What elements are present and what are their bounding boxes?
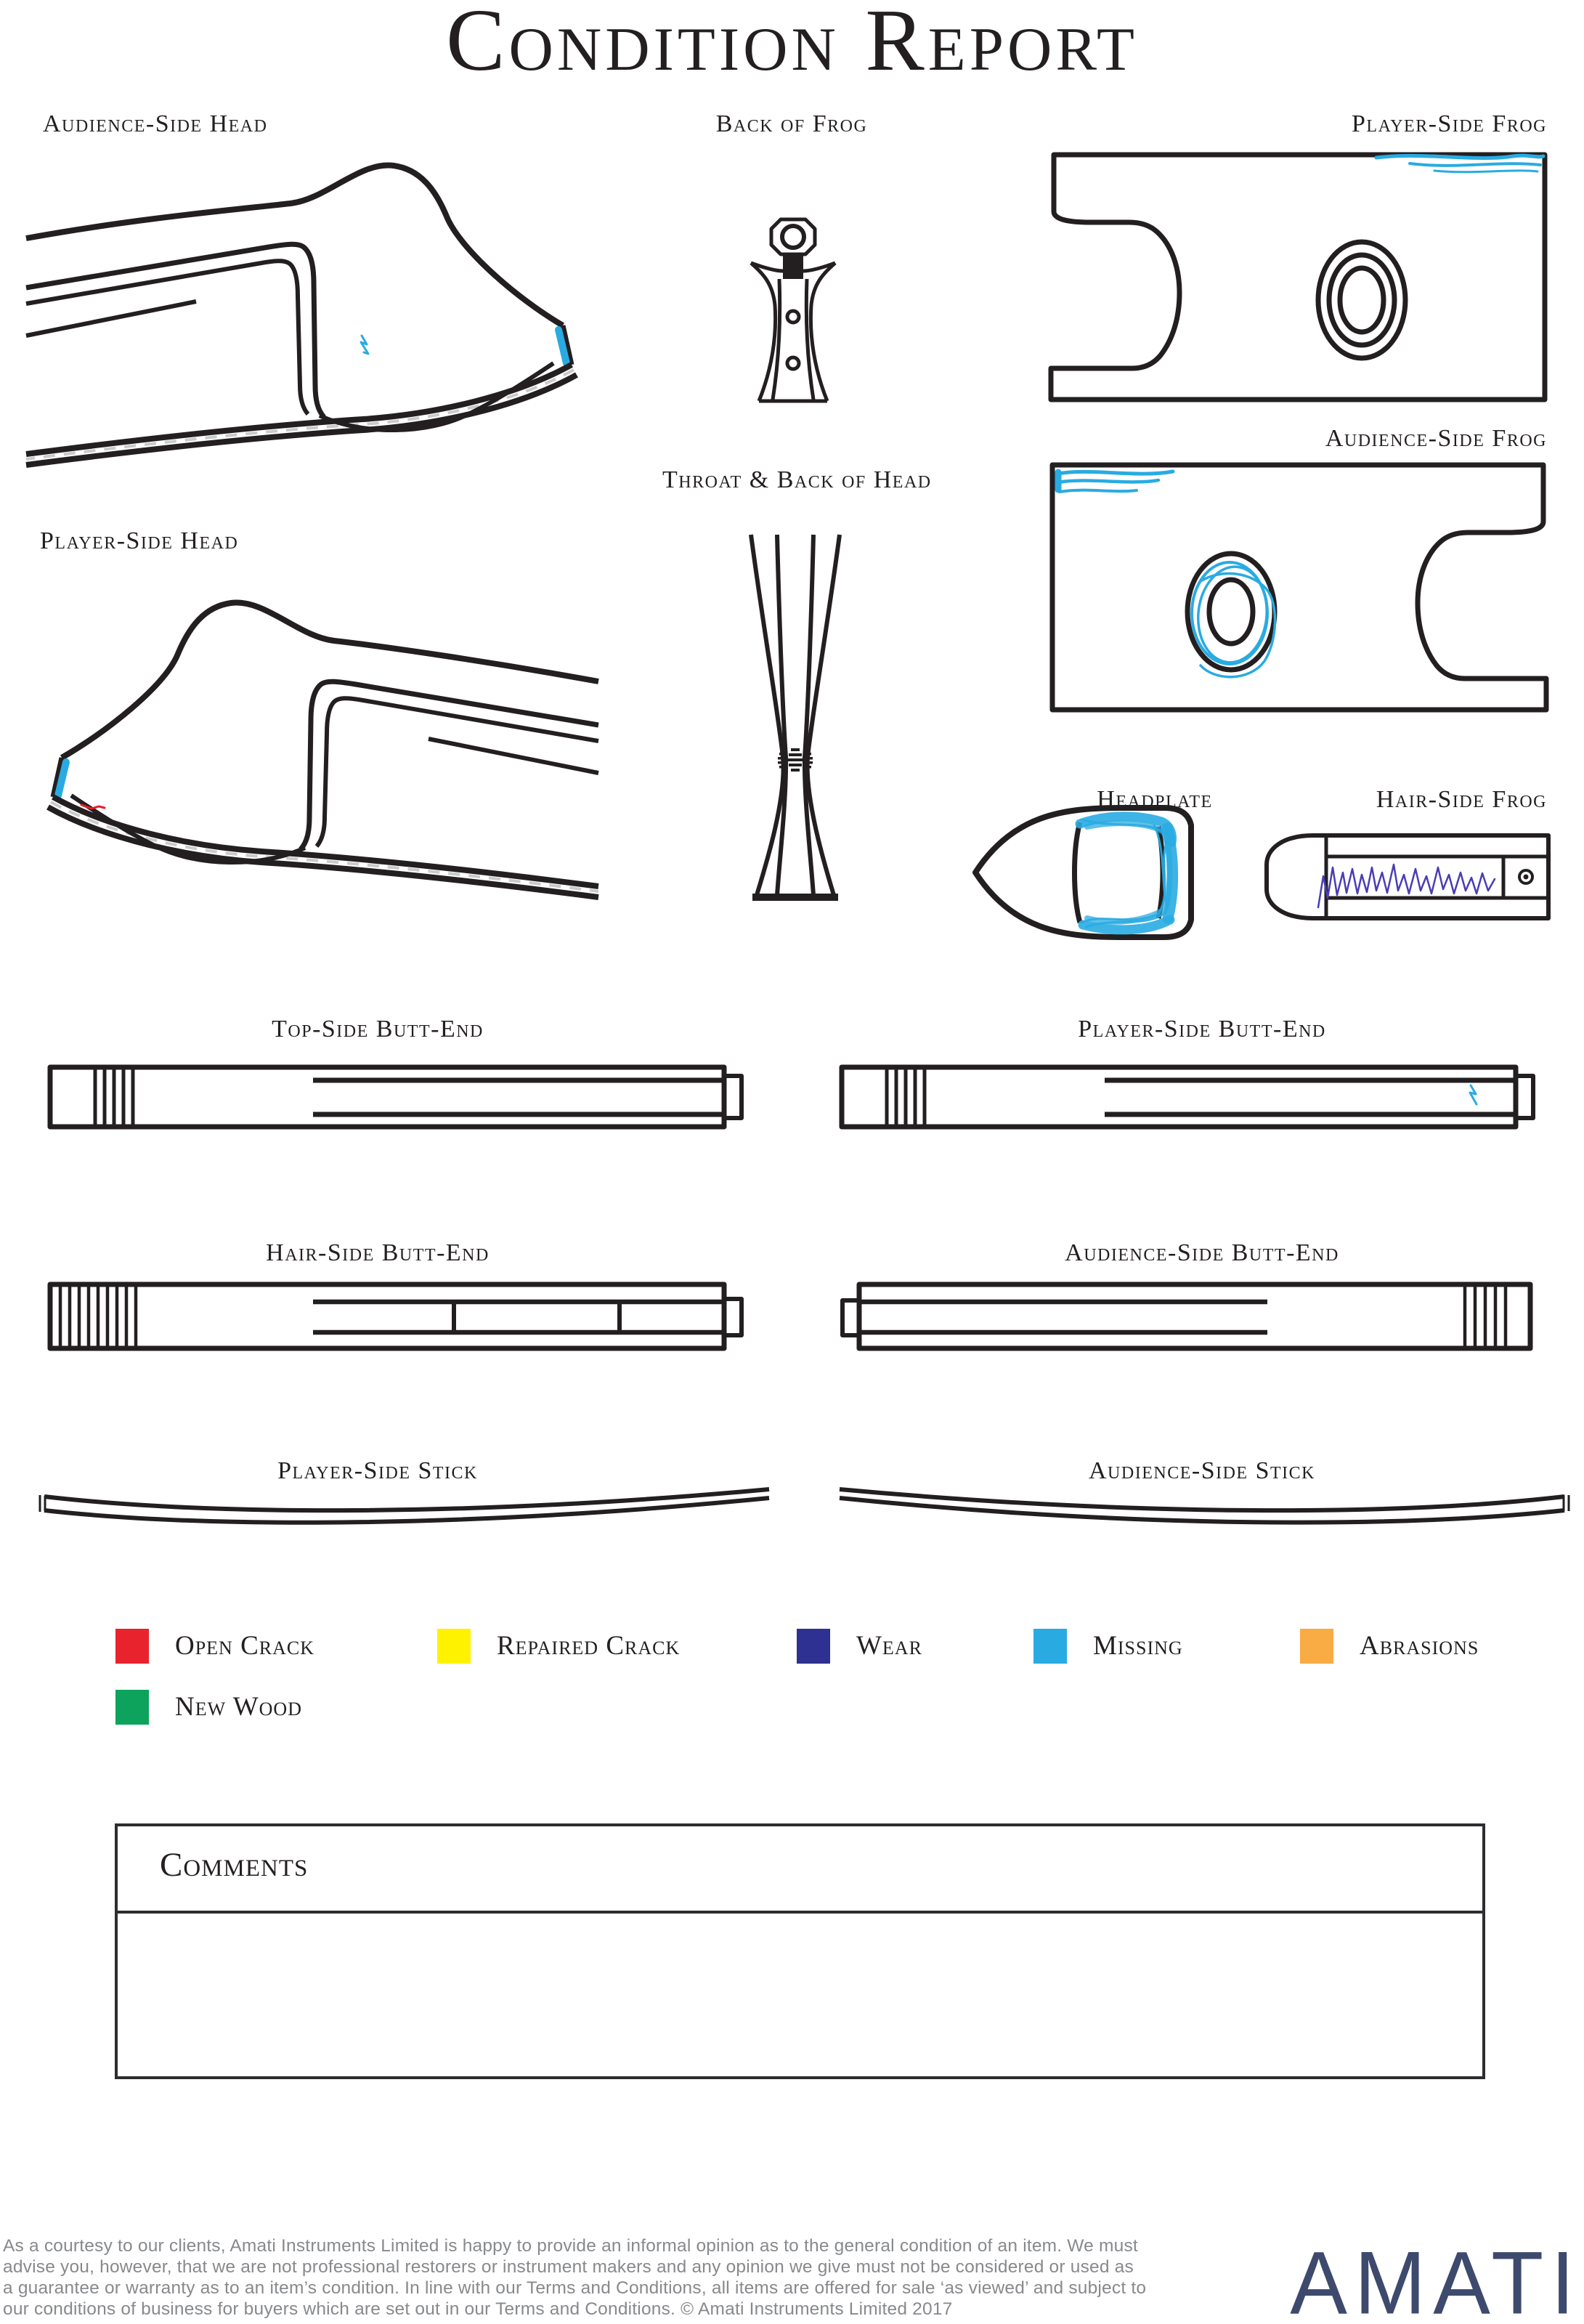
butt-end-tick — [1564, 1495, 1569, 1511]
player-side-stick-drawing — [18, 1486, 773, 1529]
butt-end-tick — [40, 1495, 45, 1512]
legend-item-repaired-crack — [437, 1629, 681, 1664]
open-crack-mark — [81, 805, 105, 809]
legend-label: Missing — [1093, 1631, 1183, 1661]
pin-dot — [1524, 875, 1529, 880]
audience-side-frog-label: Audience-Side Frog — [1325, 425, 1547, 452]
legend-item-abrasions — [1300, 1629, 1479, 1664]
audience-side-butt-end-drawing — [839, 1279, 1536, 1351]
footer-disclaimer-line-4: our conditions of business for buyers which are set out in our Terms and Conditions. © Amati Instruments Limited 2017 — [3, 2299, 953, 2319]
wear-mark-squiggle — [1318, 865, 1495, 907]
page-title: Condition Report — [446, 0, 1138, 89]
stick-outline — [50, 1284, 724, 1348]
frog-outline — [1051, 155, 1545, 400]
legend-label: Wear — [856, 1631, 922, 1661]
hair-side-butt-end-drawing — [47, 1279, 744, 1351]
eye-inner — [1340, 268, 1384, 332]
throat-back-of-head-drawing — [748, 513, 842, 905]
winding-lines — [95, 1067, 133, 1127]
legend-item-missing — [1033, 1629, 1183, 1664]
head-chamfer-line — [429, 739, 598, 773]
legend-label: Open Crack — [175, 1631, 315, 1661]
legend-item-new-wood — [115, 1690, 302, 1725]
amati-logo: AMATI — [1290, 2233, 1582, 2324]
audience-side-butt-end-label: Audience-Side Butt-End — [1065, 1239, 1339, 1266]
hair-side-butt-end-label: Hair-Side Butt-End — [266, 1239, 490, 1266]
button-shank — [783, 254, 803, 279]
channel-dividers — [454, 1302, 620, 1332]
back-of-frog-drawing — [735, 209, 851, 413]
hair-channel-lines — [313, 1302, 724, 1332]
comments-body — [123, 1925, 1474, 2070]
legend-item-wear — [797, 1629, 922, 1664]
button-cap — [724, 1299, 742, 1335]
winding-lines — [887, 1067, 925, 1127]
button-circle — [782, 226, 804, 248]
headplate-drawing — [971, 803, 1211, 942]
audience-side-head-label: Audience-Side Head — [43, 110, 268, 137]
hair-side-frog-drawing — [1251, 833, 1556, 921]
audience-side-stick-label: Audience-Side Stick — [1089, 1457, 1315, 1484]
eye-inner — [1209, 580, 1253, 644]
frog-left-edge — [751, 263, 776, 401]
legend-label: Repaired Crack — [497, 1631, 681, 1661]
repaired-crack-swatch — [437, 1629, 471, 1664]
hair-channel — [1326, 857, 1548, 898]
audience-side-stick-drawing — [835, 1486, 1584, 1529]
player-side-butt-end-label: Player-Side Butt-End — [1078, 1016, 1326, 1042]
player-side-head-label: Player-Side Head — [40, 527, 239, 554]
facet-lines — [1105, 1080, 1516, 1114]
wear-swatch — [797, 1629, 830, 1664]
hair-side-frog-label: Hair-Side Frog — [1376, 786, 1547, 813]
player-side-head-drawing — [22, 574, 603, 908]
frog-outline — [1052, 465, 1546, 710]
new-wood-swatch — [115, 1690, 149, 1725]
comments-divider — [115, 1911, 1485, 1914]
top-side-butt-end-drawing — [47, 1053, 744, 1130]
player-side-frog-drawing — [1048, 149, 1549, 403]
throat-back-of-head-label: Throat & Back of Head — [662, 466, 932, 493]
missing-mark-top-1 — [1376, 155, 1543, 158]
headplate-label: Headplate — [1097, 786, 1213, 813]
missing-mark-corner-3 — [1060, 490, 1137, 492]
missing-swatch — [1033, 1629, 1067, 1664]
stick-outline — [50, 1067, 724, 1127]
button-cap — [1516, 1076, 1533, 1118]
audience-side-frog-drawing — [1048, 459, 1549, 713]
eye-outer — [1187, 554, 1275, 670]
head-front-inner — [26, 261, 308, 414]
open-crack-swatch — [115, 1629, 149, 1664]
comments-header: Comments — [160, 1846, 309, 1884]
frog-outline — [1267, 835, 1548, 918]
stick-outline — [859, 1284, 1530, 1348]
abrasions-swatch — [1300, 1629, 1333, 1664]
missing-mark-small — [1470, 1085, 1477, 1104]
stick-outline — [842, 1067, 1516, 1127]
facet-lines — [313, 1080, 724, 1114]
head-chamfer-line — [26, 301, 196, 336]
player-side-stick-label: Player-Side Stick — [277, 1457, 478, 1484]
frog-pin-lower — [787, 357, 799, 369]
footer-disclaimer-line-1: As a courtesy to our clients, Amati Instruments Limited is happy to provide an informal opinion as to the general condition of an item. We must — [3, 2236, 1138, 2256]
missing-mark-corner-1 — [1058, 471, 1173, 474]
facet-lines — [859, 1302, 1267, 1332]
legend-label: Abrasions — [1360, 1631, 1479, 1661]
head-front-outer — [26, 244, 324, 417]
headplate-inner-left — [1075, 822, 1081, 923]
frog-pin-upper — [787, 311, 799, 323]
mortise-hatch-center — [787, 748, 803, 772]
missing-mark-corner-2 — [1058, 480, 1158, 482]
player-side-frog-label: Player-Side Frog — [1352, 110, 1547, 137]
footer-disclaimer-line-3: a guarantee or warranty as to an item’s condition. In line with our Terms and Conditions, all items are offered for sale ‘as viewed’ and subject to — [3, 2278, 1147, 2298]
player-side-butt-end-drawing — [839, 1053, 1536, 1130]
top-side-butt-end-label: Top-Side Butt-End — [272, 1016, 484, 1042]
audience-side-head-drawing — [22, 145, 603, 465]
button-cap — [724, 1076, 742, 1118]
footer-disclaimer-line-2: advise you, however, that we are not professional restorers or instrument makers and any opinion we give must not be considered or used as — [3, 2257, 1134, 2277]
headplate-edge-bar — [752, 894, 838, 901]
missing-mark-top-3 — [1434, 171, 1538, 172]
missing-mark-small — [361, 336, 368, 354]
winding-lines — [60, 1284, 136, 1348]
legend-item-open-crack — [115, 1629, 315, 1664]
back-of-frog-label: Back of Frog — [715, 110, 868, 137]
missing-mark-top-2 — [1410, 163, 1540, 166]
winding-lines — [1465, 1284, 1506, 1348]
legend-label: New Wood — [175, 1692, 302, 1722]
frog-right-edge — [811, 263, 835, 401]
